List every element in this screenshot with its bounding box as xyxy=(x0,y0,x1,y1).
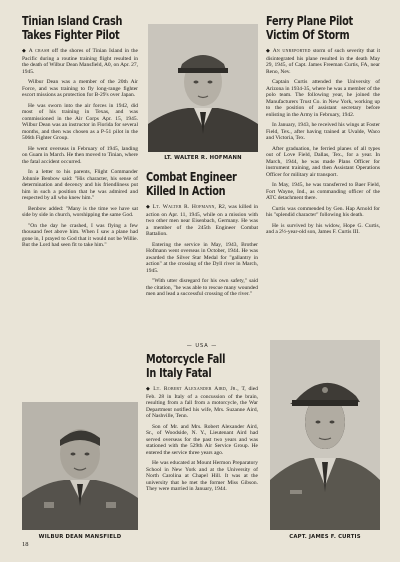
diamond-icon: ◆ xyxy=(146,387,152,392)
headline-line: Takes Fighter Pilot xyxy=(22,27,120,42)
photo-mansfield xyxy=(22,402,138,530)
photo-caption-curtis: CAPT. JAMES F. CURTIS xyxy=(289,534,361,540)
article-paragraph: He went overseas in February of 1945, landing on Guam in March. He then moved to Tinian, where the fatal accident occurred. xyxy=(22,145,138,165)
article-motorcycle xyxy=(146,352,258,497)
article-paragraph: Entering the service in May, 1943, Brother Hofmann went overseas in October, 1944. He was awarded the Silver Star Medal for "gallantry in action" at the crossing of the Dyll river in March, 1945. xyxy=(146,241,258,274)
article-separator: — USA — xyxy=(186,343,218,349)
article-paragraph: "With utter disregard for his own safety," said the citation, "he was able to rescue many wounded men and lead a successful crossing of the river." xyxy=(146,278,258,297)
article-paragraph: In January, 1943, he received his wings at Foster Field, Tex., after having trained at Uvalde, Waco and Victoria, Tex. xyxy=(266,122,380,141)
article-paragraph xyxy=(146,386,258,420)
article-paragraph: He was educated at Mount Hermon Preparatory School in New York and at the University of North Carolina at Chapel Hill. It was at the university that he met the former Miss Gibson. They were married in January, 1944. xyxy=(146,460,258,492)
article-paragraph: He was sworn into the air forces in 1942, did most of his training in Texas, and was commissioned in the Air Corps Apr. 15, 1945. Wilbur Dean was an instructor in Florida for several months, and then was chosen as a P-51 pilot in the 506th Fighter Group. xyxy=(22,102,138,141)
diamond-icon: ◆ xyxy=(146,205,151,210)
headline-ferry xyxy=(266,14,380,42)
article-paragraph: In a letter to his parents, Flight Commander Johnnie Benbow said: "His character, his sense of determination and decency and his friendliness put him in such a position that he was admired and respected by all who knew him." xyxy=(22,169,138,201)
photo-hofmann xyxy=(148,24,258,152)
headline-line: Killed In Action xyxy=(146,183,226,198)
article-paragraph: Son of Mr. and Mrs. Robert Alexander Aird, Sr., of Woodside, N. Y., Lieutenant Aird had served overseas for the past two years and was stationed with the 529th Air Service Group. He entered the service three years ago. xyxy=(146,423,258,456)
lead-words: A crash xyxy=(28,48,50,54)
portrait-image xyxy=(270,340,380,530)
photo-caption-hofmann: LT. WALTER R. HOFMANN xyxy=(164,155,242,161)
article-ferry xyxy=(266,14,380,240)
photo-curtis xyxy=(270,340,380,530)
page-number: 18 xyxy=(22,541,29,548)
article-paragraph: After graduation, he ferried planes of all types out of Love Field, Dallas, Tex., for a year. In March, 1944, he was made Plans Officer for instrument training, and then Assistant Operations Officer for military air transport. xyxy=(266,145,380,178)
portrait-image xyxy=(22,402,138,530)
headline-line: Combat Engineer xyxy=(146,169,237,184)
article-paragraph: Benbow added: "Many is the time we have sat side by side in church, worshipping the same God. xyxy=(22,205,138,218)
headline-tinian xyxy=(22,14,138,42)
article-paragraph: Wilbur Dean was a member of the 20th Air Force, and was training to fly long-range fighter escort missions as protection for B-29's over Japan. xyxy=(22,79,138,98)
headline-line: Victim Of Storm xyxy=(266,27,350,42)
headline-line: Tinian Island Crash xyxy=(22,13,123,28)
headline-line: Motorcycle Fall xyxy=(146,351,226,366)
headline-engineer xyxy=(146,170,258,198)
article-tinian xyxy=(22,14,138,253)
headline-line: In Italy Fatal xyxy=(146,365,212,380)
article-paragraph: Curtis was commended by Gen. Hap Arnold for his "splendid character" following his death. xyxy=(266,205,380,218)
article-paragraph: In May, 1945, he was transferred to Baer Field, Fort Wayne, Ind., as commanding officer of the ATC detachment there. xyxy=(266,182,380,201)
paragraph-text: T, died Feb. 28 in Italy of a concussion of the brain, resulting from a fall from a motorcycle, the War Department notified his wife, Mrs. Suzanne Aird, of Nashville, Tenn. xyxy=(146,386,258,419)
paragraph-text: storm of such severity that it disintegrated his plane resulted in the death May 29, 1945, of Capt. James Freeman Curtis, FA, near Reno, Nev. xyxy=(266,48,381,75)
lead-words: An unreported xyxy=(272,48,311,54)
lead-words: Lt. Robert Alexander Aird, Jr., xyxy=(153,386,239,392)
headline-line: Ferry Plane Pilot xyxy=(266,13,353,28)
article-paragraph: Captain Curtis attended the University of Arizona in 1934-35, where he was a member of the polo team. The following year, he joined the Manufacturers Trust Co. in New York, working up to the position of assistant secretary before enlisting in the Army in February, 1942. xyxy=(266,79,380,118)
diamond-icon: ◆ xyxy=(22,49,27,54)
headline-motorcycle xyxy=(146,352,258,380)
article-engineer xyxy=(146,170,258,302)
diamond-icon: ◆ xyxy=(266,49,271,54)
photo-caption-mansfield: WILBUR DEAN MANSFIELD xyxy=(38,534,122,540)
article-paragraph: He is survived by his widow, Hope G. Curtis, and a 2½-year-old son, James F. Curtis III. xyxy=(266,222,380,235)
lead-words: Lt. Walter R. Hofmann, xyxy=(152,204,217,210)
article-paragraph: "On the day he crashed, I was flying a few thousand feet above him. When I saw a plane had gone in, I prayed to God that it would not be Willie. But the Lord had seen fit to take him." xyxy=(22,222,138,248)
portrait-image xyxy=(148,24,258,152)
article-paragraph xyxy=(266,48,380,75)
article-paragraph xyxy=(22,48,138,75)
paragraph-text: R2, was killed in action on Apr. 11, 1945, while on a mission with two other men near Eisenbach, Germany. He was a member of the 245th Engineer Combat Battalion. xyxy=(146,204,259,237)
article-paragraph xyxy=(146,204,258,238)
paragraph-text: off the shores of Tinian Island in the Pacific during a routine training flight resulted in the death of Wilbur Dean Mansfield, A0, on Apr. 27, 1945. xyxy=(22,48,138,75)
